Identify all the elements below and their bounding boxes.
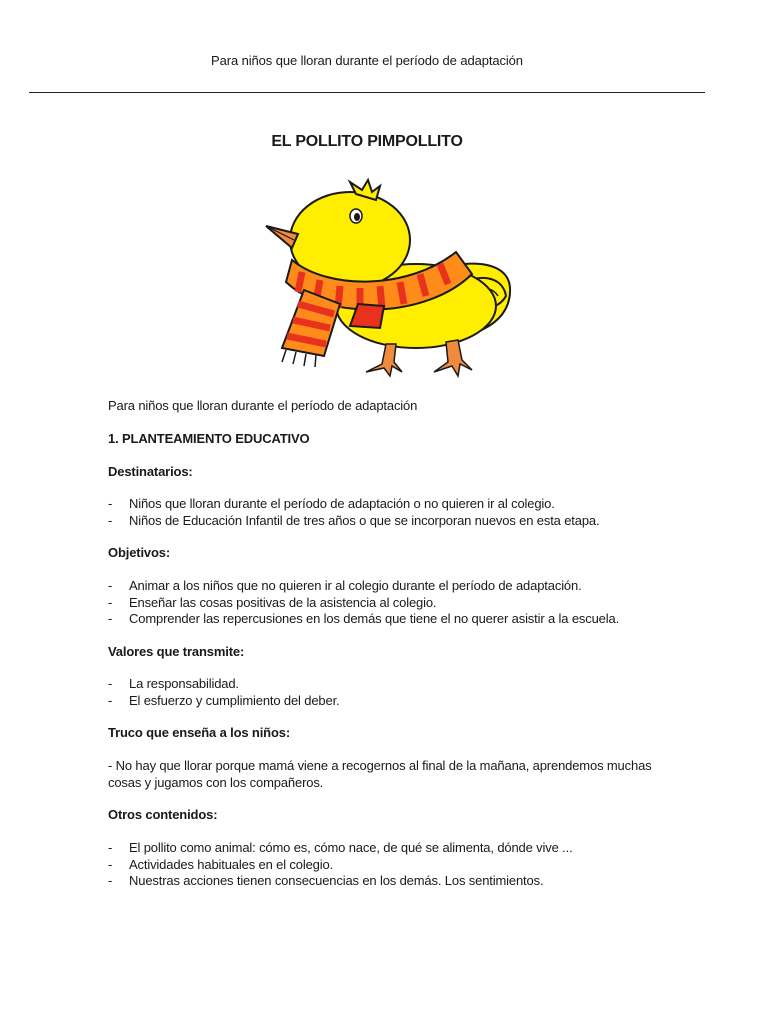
heading-otros: Otros contenidos: xyxy=(108,807,218,822)
truco-line-2: cosas y jugamos con los compañeros. xyxy=(108,774,324,790)
list-item: - El pollito como animal: cómo es, cómo nace, de qué se alimenta, dónde vive ... xyxy=(108,840,573,855)
intro-paragraph: Para niños que lloran durante el período de adaptación xyxy=(108,398,418,413)
section-heading-planteamiento: 1. PLANTEAMIENTO EDUCATIVO xyxy=(108,431,310,446)
list-otros xyxy=(108,840,668,890)
list-item: - Animar a los niños que no quieren ir al colegio durante el período de adaptación. xyxy=(108,578,582,593)
list-item: - Niños que lloran durante el período de adaptación o no quieren ir al colegio. xyxy=(108,496,555,511)
truco-line-1: - No hay que llorar porque mamá viene a recogernos al final de la mañana, aprendemos muchas xyxy=(108,758,652,773)
list-objetivos xyxy=(108,578,668,628)
list-item: - Comprender las repercusiones en los demás que tiene el no querer asistir a la escuela. xyxy=(108,611,620,626)
header-divider xyxy=(29,92,705,93)
truco-paragraph xyxy=(108,758,668,791)
running-header: Para niños que lloran durante el período de adaptación xyxy=(211,53,523,68)
list-item: - Actividades habituales en el colegio. xyxy=(108,856,334,872)
list-item: - Niños de Educación Infantil de tres años o que se incorporan nuevos en esta etapa. xyxy=(108,512,600,528)
list-item: - La responsabilidad. xyxy=(108,676,239,691)
heading-truco: Truco que enseña a los niños: xyxy=(108,725,291,740)
list-item: - Nuestras acciones tienen consecuencias en los demás. Los sentimientos. xyxy=(108,873,544,888)
heading-valores: Valores que transmite: xyxy=(108,644,245,659)
list-item: - Enseñar las cosas positivas de la asistencia al colegio. xyxy=(108,594,437,610)
heading-objetivos: Objetivos: xyxy=(108,545,171,560)
list-destinatarios xyxy=(108,496,668,529)
document-title: EL POLLITO PIMPOLLITO xyxy=(271,133,463,150)
heading-destinatarios: Destinatarios: xyxy=(108,464,193,479)
list-valores xyxy=(108,676,668,709)
chick-with-scarf-illustration xyxy=(258,178,516,378)
list-item: - El esfuerzo y cumplimiento del deber. xyxy=(108,692,340,708)
